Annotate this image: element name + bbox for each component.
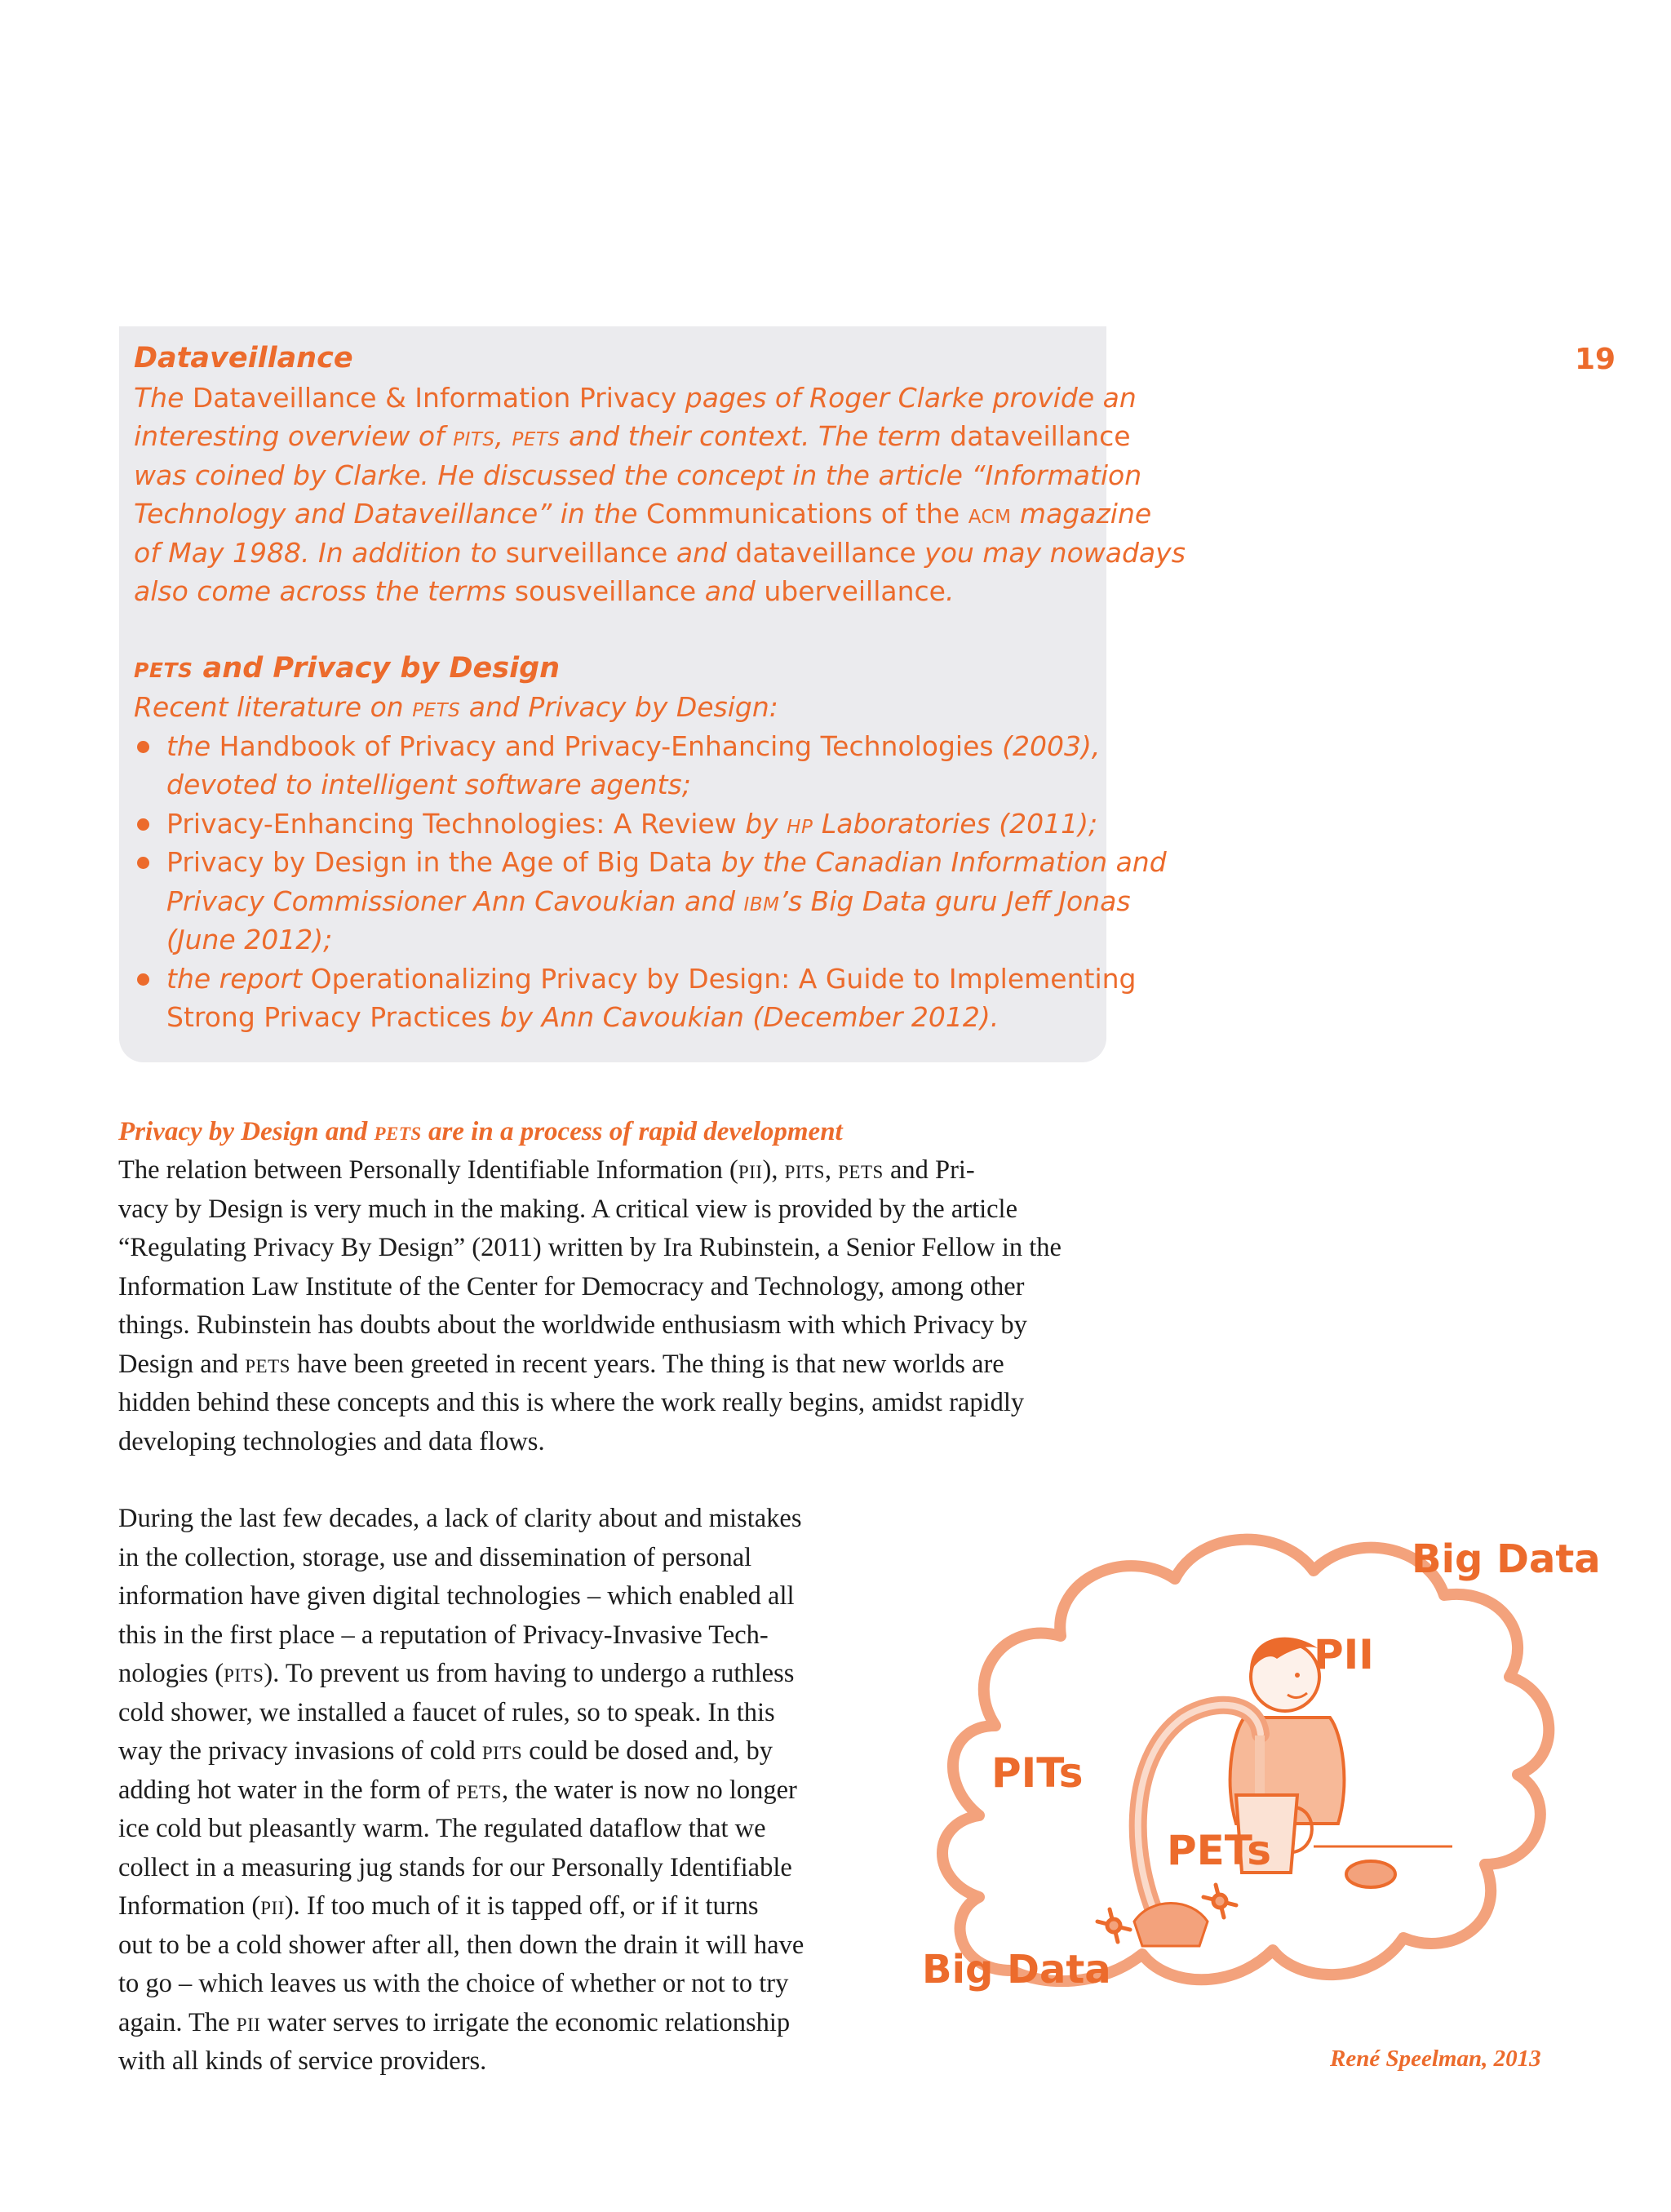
text-run: pits <box>784 1155 825 1185</box>
text-run: hp <box>787 807 813 840</box>
text-line <box>166 765 1106 805</box>
text-run: way the privacy invasions of cold <box>118 1736 482 1766</box>
big-data-label-bottom: Big Data <box>922 1947 1111 1993</box>
text-line <box>118 1694 877 1733</box>
text-line <box>118 1926 877 1966</box>
text-line <box>118 1268 1122 1307</box>
text-run: Privacy Commissioner Ann Cavoukian and <box>166 884 744 917</box>
bullet-icon <box>137 857 149 869</box>
faucet-illustration <box>914 1514 1601 2003</box>
pets-label: PETs <box>1167 1827 1272 1874</box>
text-line <box>134 379 1137 418</box>
text-run: and Pri- <box>883 1155 975 1185</box>
text-line <box>134 494 1152 534</box>
text-run: During the last few decades, a lack of clarity about and mistakes <box>118 1504 802 1533</box>
list-item <box>134 805 1106 844</box>
text-run: pets <box>456 1775 502 1805</box>
text-run: and their context. The term <box>560 420 951 452</box>
text-run: Dataveillance & Information Privacy <box>192 381 677 414</box>
text-run: are in a process of rapid development <box>421 1117 843 1146</box>
text-run: pets <box>134 651 193 685</box>
text-line <box>118 1771 877 1811</box>
text-run: by <box>736 807 787 840</box>
text-run: “Regulating Privacy By Design” (2011) written by Ira Rubinstein, a Senior Fellow in the <box>118 1233 1062 1262</box>
cold-tap-icon <box>1097 1909 1130 1942</box>
sidebar-box <box>119 326 1186 1062</box>
text-run: Privacy by Design in the Age of Big Data <box>166 846 713 878</box>
text-line <box>118 1965 877 2004</box>
text-run: (2003), <box>993 729 1101 762</box>
section-spacer <box>134 611 1106 649</box>
text-run: adding hot water in the form of <box>118 1775 457 1805</box>
text-run: again. The <box>118 2007 237 2037</box>
text-run: you may nowadays <box>915 536 1186 569</box>
text-run: pages of Roger Clarke provide an <box>676 381 1137 414</box>
text-run: and Privacy by Design <box>193 651 561 685</box>
text-run: out to be a cold shower after all, then down the drain it will have <box>118 1930 804 1960</box>
text-run: things. Rubinstein has doubts about the worldwide enthusiasm with which Privacy by <box>118 1310 1027 1340</box>
text-run: surveillance <box>505 536 668 569</box>
text-run: collect in a measuring jug stands for our Personally Identifiable <box>118 1852 792 1882</box>
text-run: and <box>696 575 765 607</box>
text-line <box>166 960 1137 999</box>
page-number: 19 <box>1575 343 1616 376</box>
text-run: Communications of the <box>645 498 968 530</box>
text-run: could be dosed and, by <box>522 1736 773 1766</box>
text-run: pets <box>245 1349 290 1379</box>
text-run: Information Law Institute of the Center for Democracy and Technology, among other <box>118 1271 1025 1301</box>
text-run: pets <box>412 691 461 723</box>
person-eye <box>1295 1673 1300 1678</box>
text-run: , the water is now no longer <box>501 1775 797 1805</box>
text-line <box>118 1229 1122 1268</box>
dataveillance-heading: Dataveillance <box>134 342 353 375</box>
text-run: Information ( <box>118 1891 261 1921</box>
text-run: Privacy-Enhancing Technologies: A Review <box>166 807 737 840</box>
article-heading <box>118 1112 843 1151</box>
text-run: vacy by Design is very much in the making. A critical view is provided by the article <box>118 1194 1018 1224</box>
text-run: and Privacy by Design: <box>460 691 778 723</box>
text-run: by the Canadian Information and <box>712 846 1167 878</box>
text-run: ’s Big Data guru Jeff Jonas <box>779 884 1131 917</box>
text-line <box>118 1539 877 1578</box>
bullet-icon <box>137 741 149 753</box>
text-run: interesting overview of <box>134 420 454 452</box>
article-paragraph-1 <box>118 1151 1122 1461</box>
text-run: pits <box>481 1736 523 1766</box>
text-run: nologies ( <box>118 1659 224 1688</box>
text-run: Recent literature on <box>134 691 413 723</box>
text-run: pii <box>738 1155 763 1185</box>
dataveillance-paragraph <box>134 379 1186 611</box>
text-run: water serves to irrigate the economic relationship <box>260 2007 791 2037</box>
text-line <box>118 1810 877 1849</box>
text-run: Handbook of Privacy and Privacy-Enhancing Technologies <box>219 729 994 762</box>
text-run: and <box>667 536 736 569</box>
text-line <box>134 456 1142 495</box>
text-run: in the collection, storage, use and dissemination of personal <box>118 1542 752 1572</box>
list-item <box>134 843 1167 960</box>
illustration-credit: René Speelman, 2013 <box>1330 2046 1541 2072</box>
text-run: hidden behind these concepts and this is where the work really begins, amidst rapidly <box>118 1388 1025 1417</box>
text-line <box>134 572 1106 611</box>
text-run: ), <box>762 1155 785 1185</box>
pii-label: PII <box>1314 1631 1374 1678</box>
text-run: (June 2012); <box>166 924 333 955</box>
list-item <box>134 727 1106 805</box>
text-run: was coined by Clarke. He discussed the concept in the article “Information <box>134 459 1142 491</box>
text-run: ice cold but pleasantly warm. The regulated dataflow that we <box>118 1814 766 1843</box>
text-line <box>118 1190 1122 1230</box>
text-line <box>118 1655 877 1694</box>
text-run: , <box>824 1155 839 1185</box>
text-line <box>118 1384 1122 1423</box>
text-run: ). If too much of it is tapped off, or if it turns <box>284 1891 759 1921</box>
text-run: , <box>494 420 512 452</box>
hot-tap-icon <box>1203 1885 1236 1917</box>
faucet-body <box>1134 1904 1208 1947</box>
text-run: pits <box>453 420 495 452</box>
text-run: of May 1988. In addition to <box>134 536 506 569</box>
water-stream <box>1255 1735 1265 1801</box>
text-run: The relation between Personally Identifiable Information ( <box>118 1155 738 1185</box>
text-line <box>118 1849 877 1888</box>
drain <box>1346 1861 1395 1887</box>
big-data-label-top: Big Data <box>1412 1536 1601 1582</box>
text-line <box>118 2042 877 2081</box>
text-line <box>118 1732 877 1771</box>
text-line <box>118 1500 877 1539</box>
text-run: devoted to intelligent software agents; <box>166 769 691 800</box>
text-run: The <box>134 381 193 414</box>
text-run: have been greeted in recent years. The thing is that new worlds are <box>290 1349 1004 1379</box>
text-run: the report <box>166 962 311 995</box>
text-run: pets <box>374 1117 422 1146</box>
text-line <box>118 1306 1122 1345</box>
list-item <box>134 960 1137 1037</box>
text-line <box>118 1345 1122 1385</box>
text-run: pits <box>224 1659 264 1688</box>
text-line <box>166 998 1106 1037</box>
text-line <box>118 1151 1122 1190</box>
text-run: uberveillance <box>764 575 946 607</box>
article-paragraph-2 <box>118 1500 877 2081</box>
text-line <box>118 1577 877 1616</box>
literature-intro <box>134 688 1106 727</box>
text-run: information have given digital technologies – which enabled all <box>118 1581 795 1611</box>
text-run: ). To prevent us from having to undergo a ruthless <box>264 1659 795 1688</box>
text-run: this in the first place – a reputation of Privacy-Invasive Tech- <box>118 1620 769 1650</box>
text-run: also come across the terms <box>134 575 515 607</box>
text-run: Operationalizing Privacy by Design: A Guide to Implementing <box>310 962 1137 995</box>
text-line <box>166 920 1106 960</box>
text-run: acm <box>968 498 1012 530</box>
text-line <box>118 2004 877 2043</box>
text-run: . <box>945 575 955 607</box>
pits-label: PITs <box>991 1749 1084 1797</box>
text-line <box>166 805 1106 844</box>
text-line <box>166 882 1131 921</box>
text-run: pets <box>512 420 561 452</box>
text-line <box>134 417 1131 456</box>
text-run: dataveillance <box>950 420 1131 452</box>
text-run: Design and <box>118 1349 246 1379</box>
text-run: Laboratories (2011); <box>813 807 1098 840</box>
bullet-icon <box>137 973 149 986</box>
text-run: magazine <box>1011 498 1152 530</box>
text-run: the <box>166 729 219 762</box>
text-run: Technology and Dataveillance” in the <box>134 498 646 530</box>
text-run: dataveillance <box>735 536 916 569</box>
text-run: by Ann Cavoukian (December 2012). <box>491 1001 999 1033</box>
text-run: to go – which leaves us with the choice of whether or not to try <box>118 1969 789 1998</box>
text-run: pets <box>838 1155 884 1185</box>
text-run: ibm <box>743 884 780 917</box>
text-run: developing technologies and data flows. <box>118 1426 545 1456</box>
text-line <box>118 1887 877 1926</box>
text-run: cold shower, we installed a faucet of rules, so to speak. In this <box>118 1697 775 1727</box>
text-line <box>118 1423 1122 1462</box>
text-line <box>166 727 1106 766</box>
text-run: Privacy by Design and <box>118 1117 375 1146</box>
text-line <box>134 534 1186 573</box>
text-run: sousveillance <box>514 575 697 607</box>
pets-privacy-heading <box>134 649 1106 689</box>
text-run: Strong Privacy Practices <box>166 1001 492 1033</box>
text-run: pii <box>236 2007 261 2037</box>
bullet-icon <box>137 818 149 831</box>
text-run: with all kinds of service providers. <box>118 2046 487 2076</box>
text-line <box>118 1616 877 1656</box>
literature-list <box>134 727 1167 1037</box>
text-line <box>166 843 1167 882</box>
text-run: pii <box>260 1891 285 1921</box>
